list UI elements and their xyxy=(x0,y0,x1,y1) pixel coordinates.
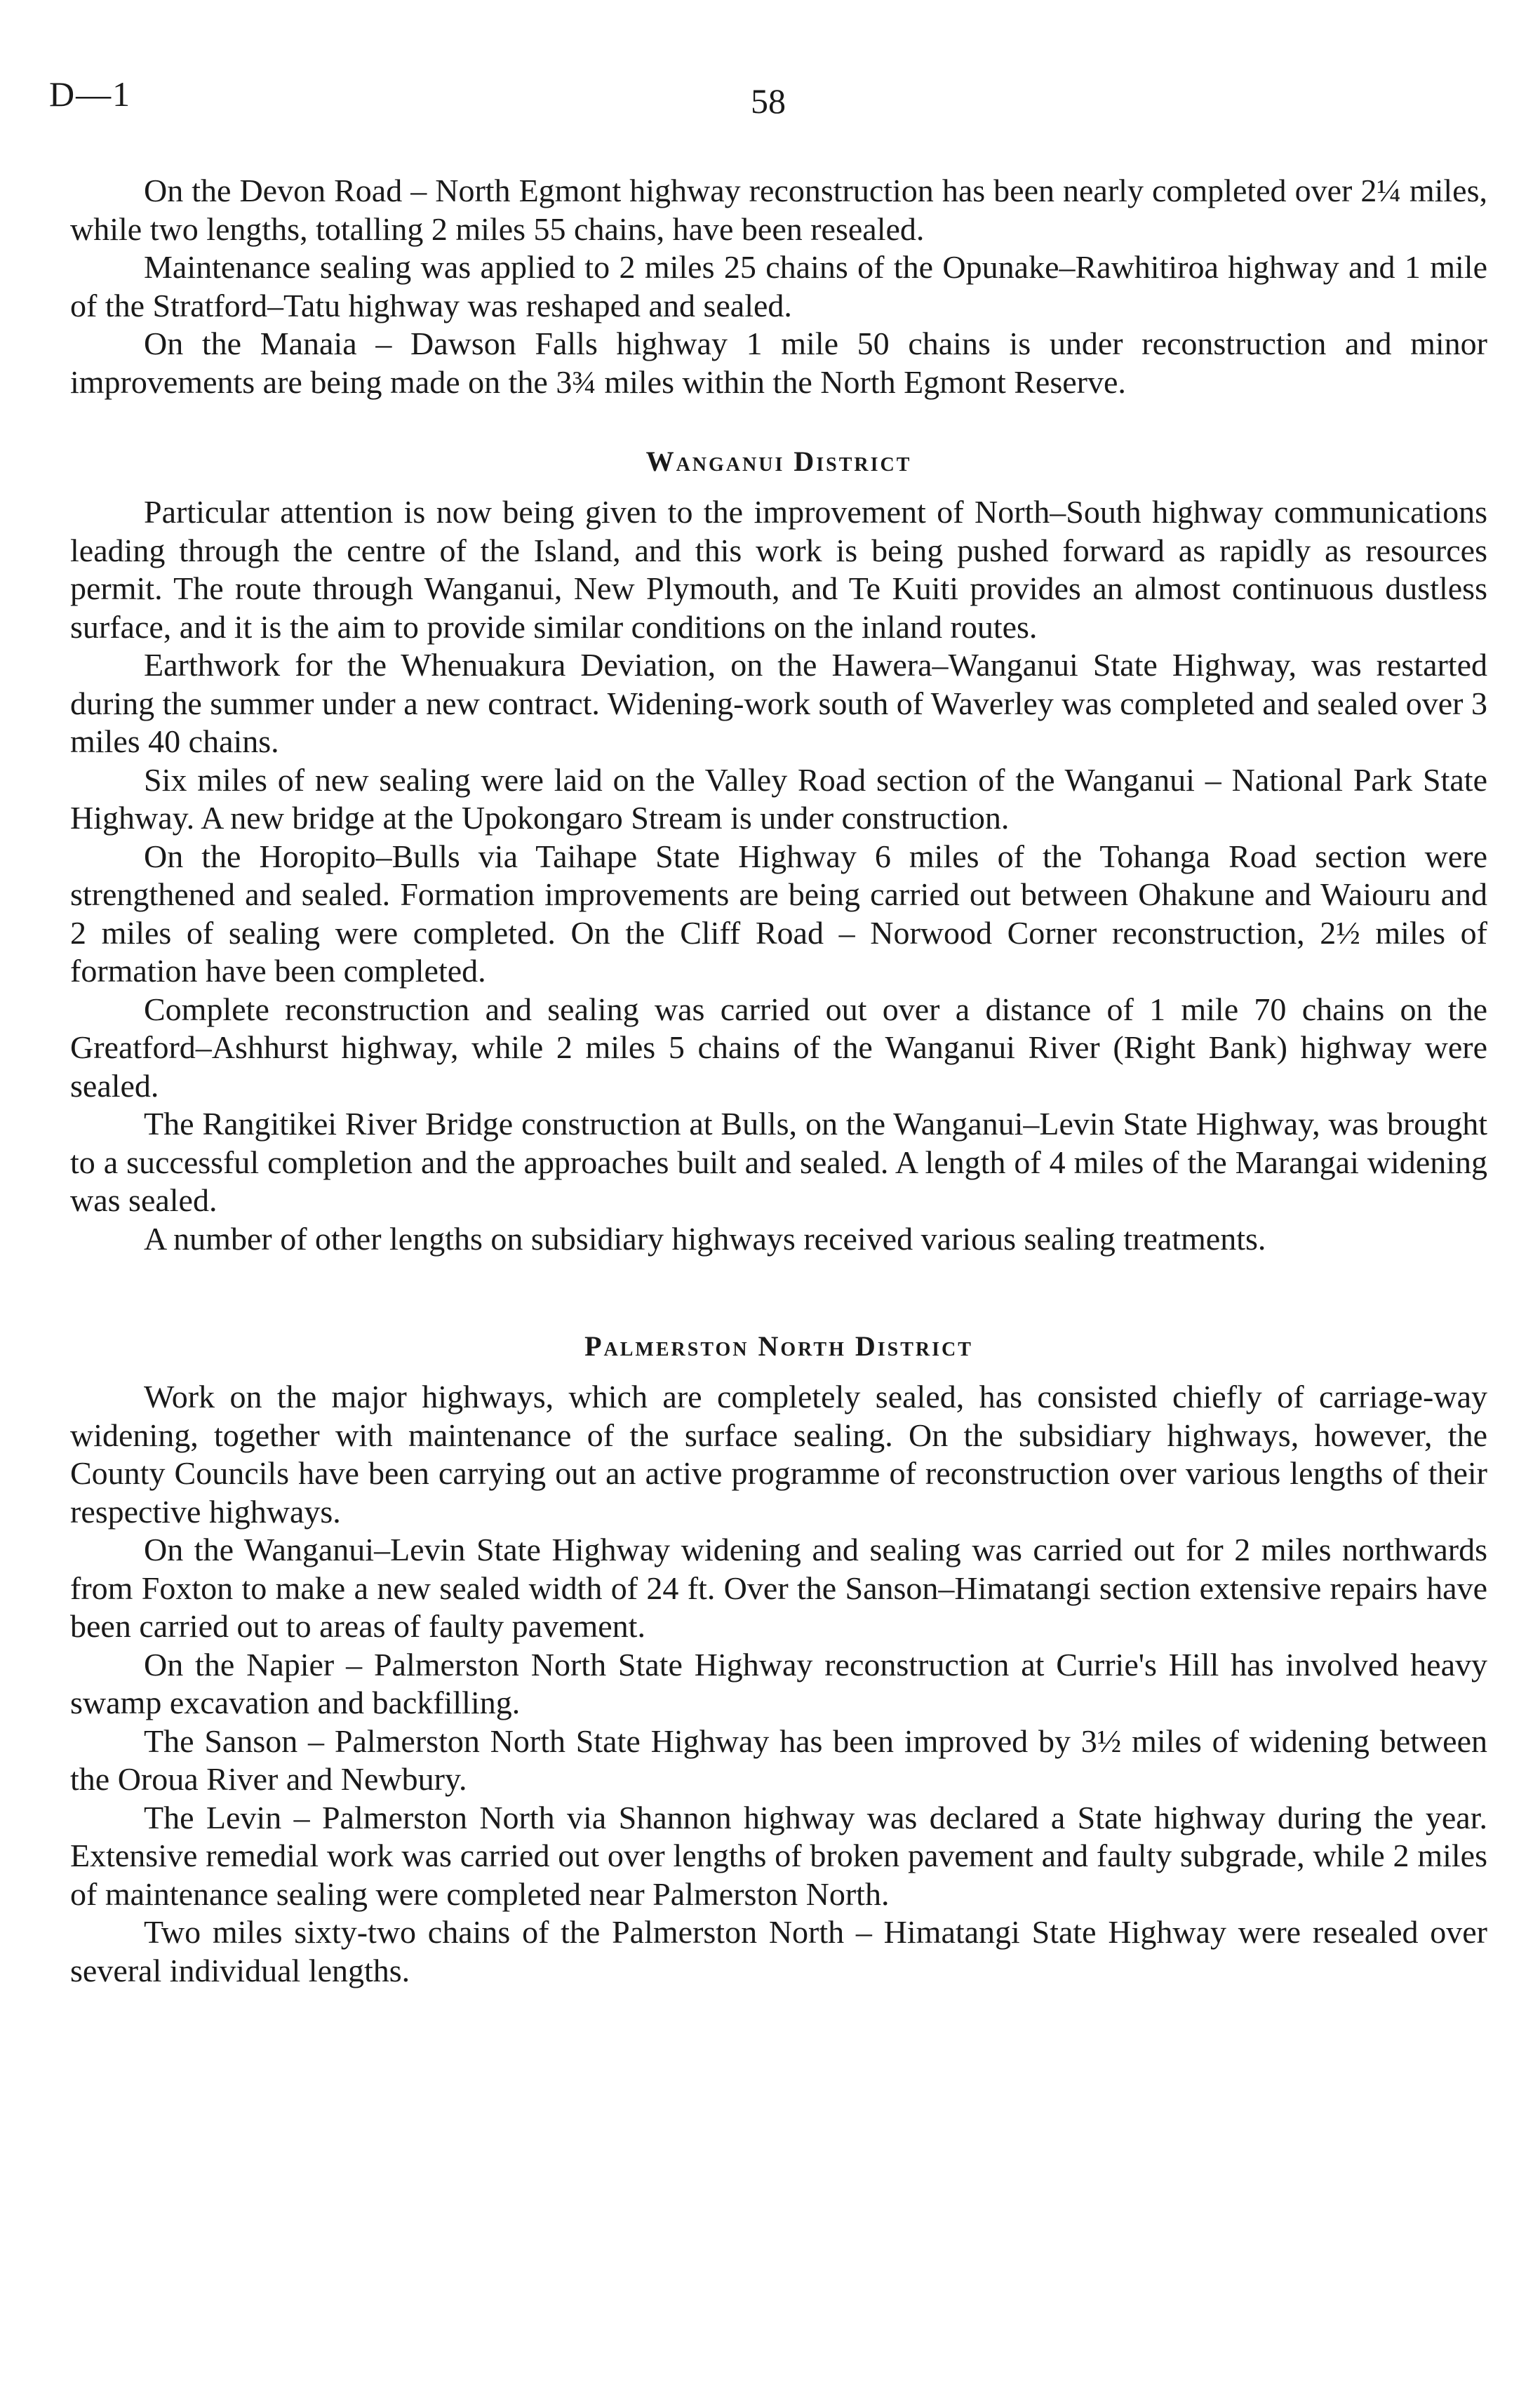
paragraph: The Levin – Palmerston North via Shannon highway was declared a State highway during the year. Extensive remedial work was carried out over lengths of broken pavement and faulty subgrade, while 2 miles of maintenance sealing were completed near Palmerston North. xyxy=(70,1799,1487,1912)
palmerston-north-district-section xyxy=(70,1330,1487,1990)
paragraph: On the Napier – Palmerston North State Highway reconstruction at Currie's Hill has involved heavy swamp excavation and backfilling. xyxy=(70,1646,1487,1720)
paragraph: On the Horopito–Bulls via Taihape State Highway 6 miles of the Tohanga Road section were strengthened and sealed. Formation improvements are being carried out between Ohakune and Waiouru and 2 miles of sealing were completed. On the Cliff Road – Norwood Corner reconstruction, 2½ miles of formation have been completed. xyxy=(70,838,1487,989)
taranaki-section xyxy=(70,172,1487,401)
paragraph: Two miles sixty-two chains of the Palmerston North – Himatangi State Highway were resealed over several individual lengths. xyxy=(70,1914,1487,1988)
paragraph: The Rangitikei River Bridge construction at Bulls, on the Wanganui–Levin State Highway, was brought to a successful completion and the approaches built and sealed. A length of 4 miles of the Marangai widening was sealed. xyxy=(70,1106,1487,1218)
paragraph: Maintenance sealing was applied to 2 miles 25 chains of the Opunake–Rawhitiroa highway and 1 mile of the Stratford–Tatu highway was reshaped and sealed. xyxy=(70,249,1487,323)
paragraph: The Sanson – Palmerston North State Highway has been improved by 3½ miles of widening between the Oroua River and Newbury. xyxy=(70,1723,1487,1797)
paragraph: Work on the major highways, which are completely sealed, has consisted chiefly of carriage-way widening, together with maintenance of the surface sealing. On the subsidiary highways, however, the County Councils have been carrying out an active programme of reconstruction over various lengths of their respective highways. xyxy=(70,1379,1487,1530)
section-heading-palmerston-north: Palmerston North District xyxy=(584,1330,973,1362)
paragraph: Earthwork for the Whenuakura Deviation, on the Hawera–Wanganui State Highway, was restarted during the summer under a new contract. Widening-work south of Waverley was completed and sealed over 3 miles 40 chains. xyxy=(70,647,1487,759)
paragraph: A number of other lengths on subsidiary highways received various sealing treatments. xyxy=(144,1220,1266,1257)
paragraph: On the Wanganui–Levin State Highway widening and sealing was carried out for 2 miles northwards from Foxton to make a new sealed width of 24 ft. Over the Sanson–Himatangi section extensive repairs have been carried out to areas of faulty pavement. xyxy=(70,1532,1487,1644)
paragraph: Six miles of new sealing were laid on the Valley Road section of the Wanganui – National Park State Highway. A new bridge at the Upokongaro Stream is under construction. xyxy=(70,761,1487,836)
document-reference: D—1 xyxy=(49,74,132,114)
page-number: 58 xyxy=(751,81,786,121)
wanganui-district-section xyxy=(70,445,1487,1258)
paragraph: On the Devon Road – North Egmont highway reconstruction has been nearly completed over 2¼ miles, while two lengths, totalling 2 miles 55 chains, have been resealed. xyxy=(70,173,1487,247)
paragraph: Complete reconstruction and sealing was carried out over a distance of 1 mile 70 chains on the Greatford–Ashhurst highway, while 2 miles 5 chains of the Wanganui River (Right Bank) highway were sealed. xyxy=(70,991,1487,1104)
page-header xyxy=(49,74,1508,130)
paragraph: Particular attention is now being given to the improvement of North–South highway communications leading through the centre of the Island, and this work is being pushed forward as rapidly as resources permit. The route through Wanganui, New Plymouth, and Te Kuiti provides an almost continuous dustless surface, and it is the aim to provide similar conditions on the inland routes. xyxy=(70,494,1487,645)
body-text xyxy=(70,172,1487,1990)
paragraph: On the Manaia – Dawson Falls highway 1 mile 50 chains is under reconstruction and minor improvements are being made on the 3¾ miles within the North Egmont Reserve. xyxy=(70,326,1487,400)
section-heading-wanganui: Wanganui District xyxy=(645,446,912,477)
